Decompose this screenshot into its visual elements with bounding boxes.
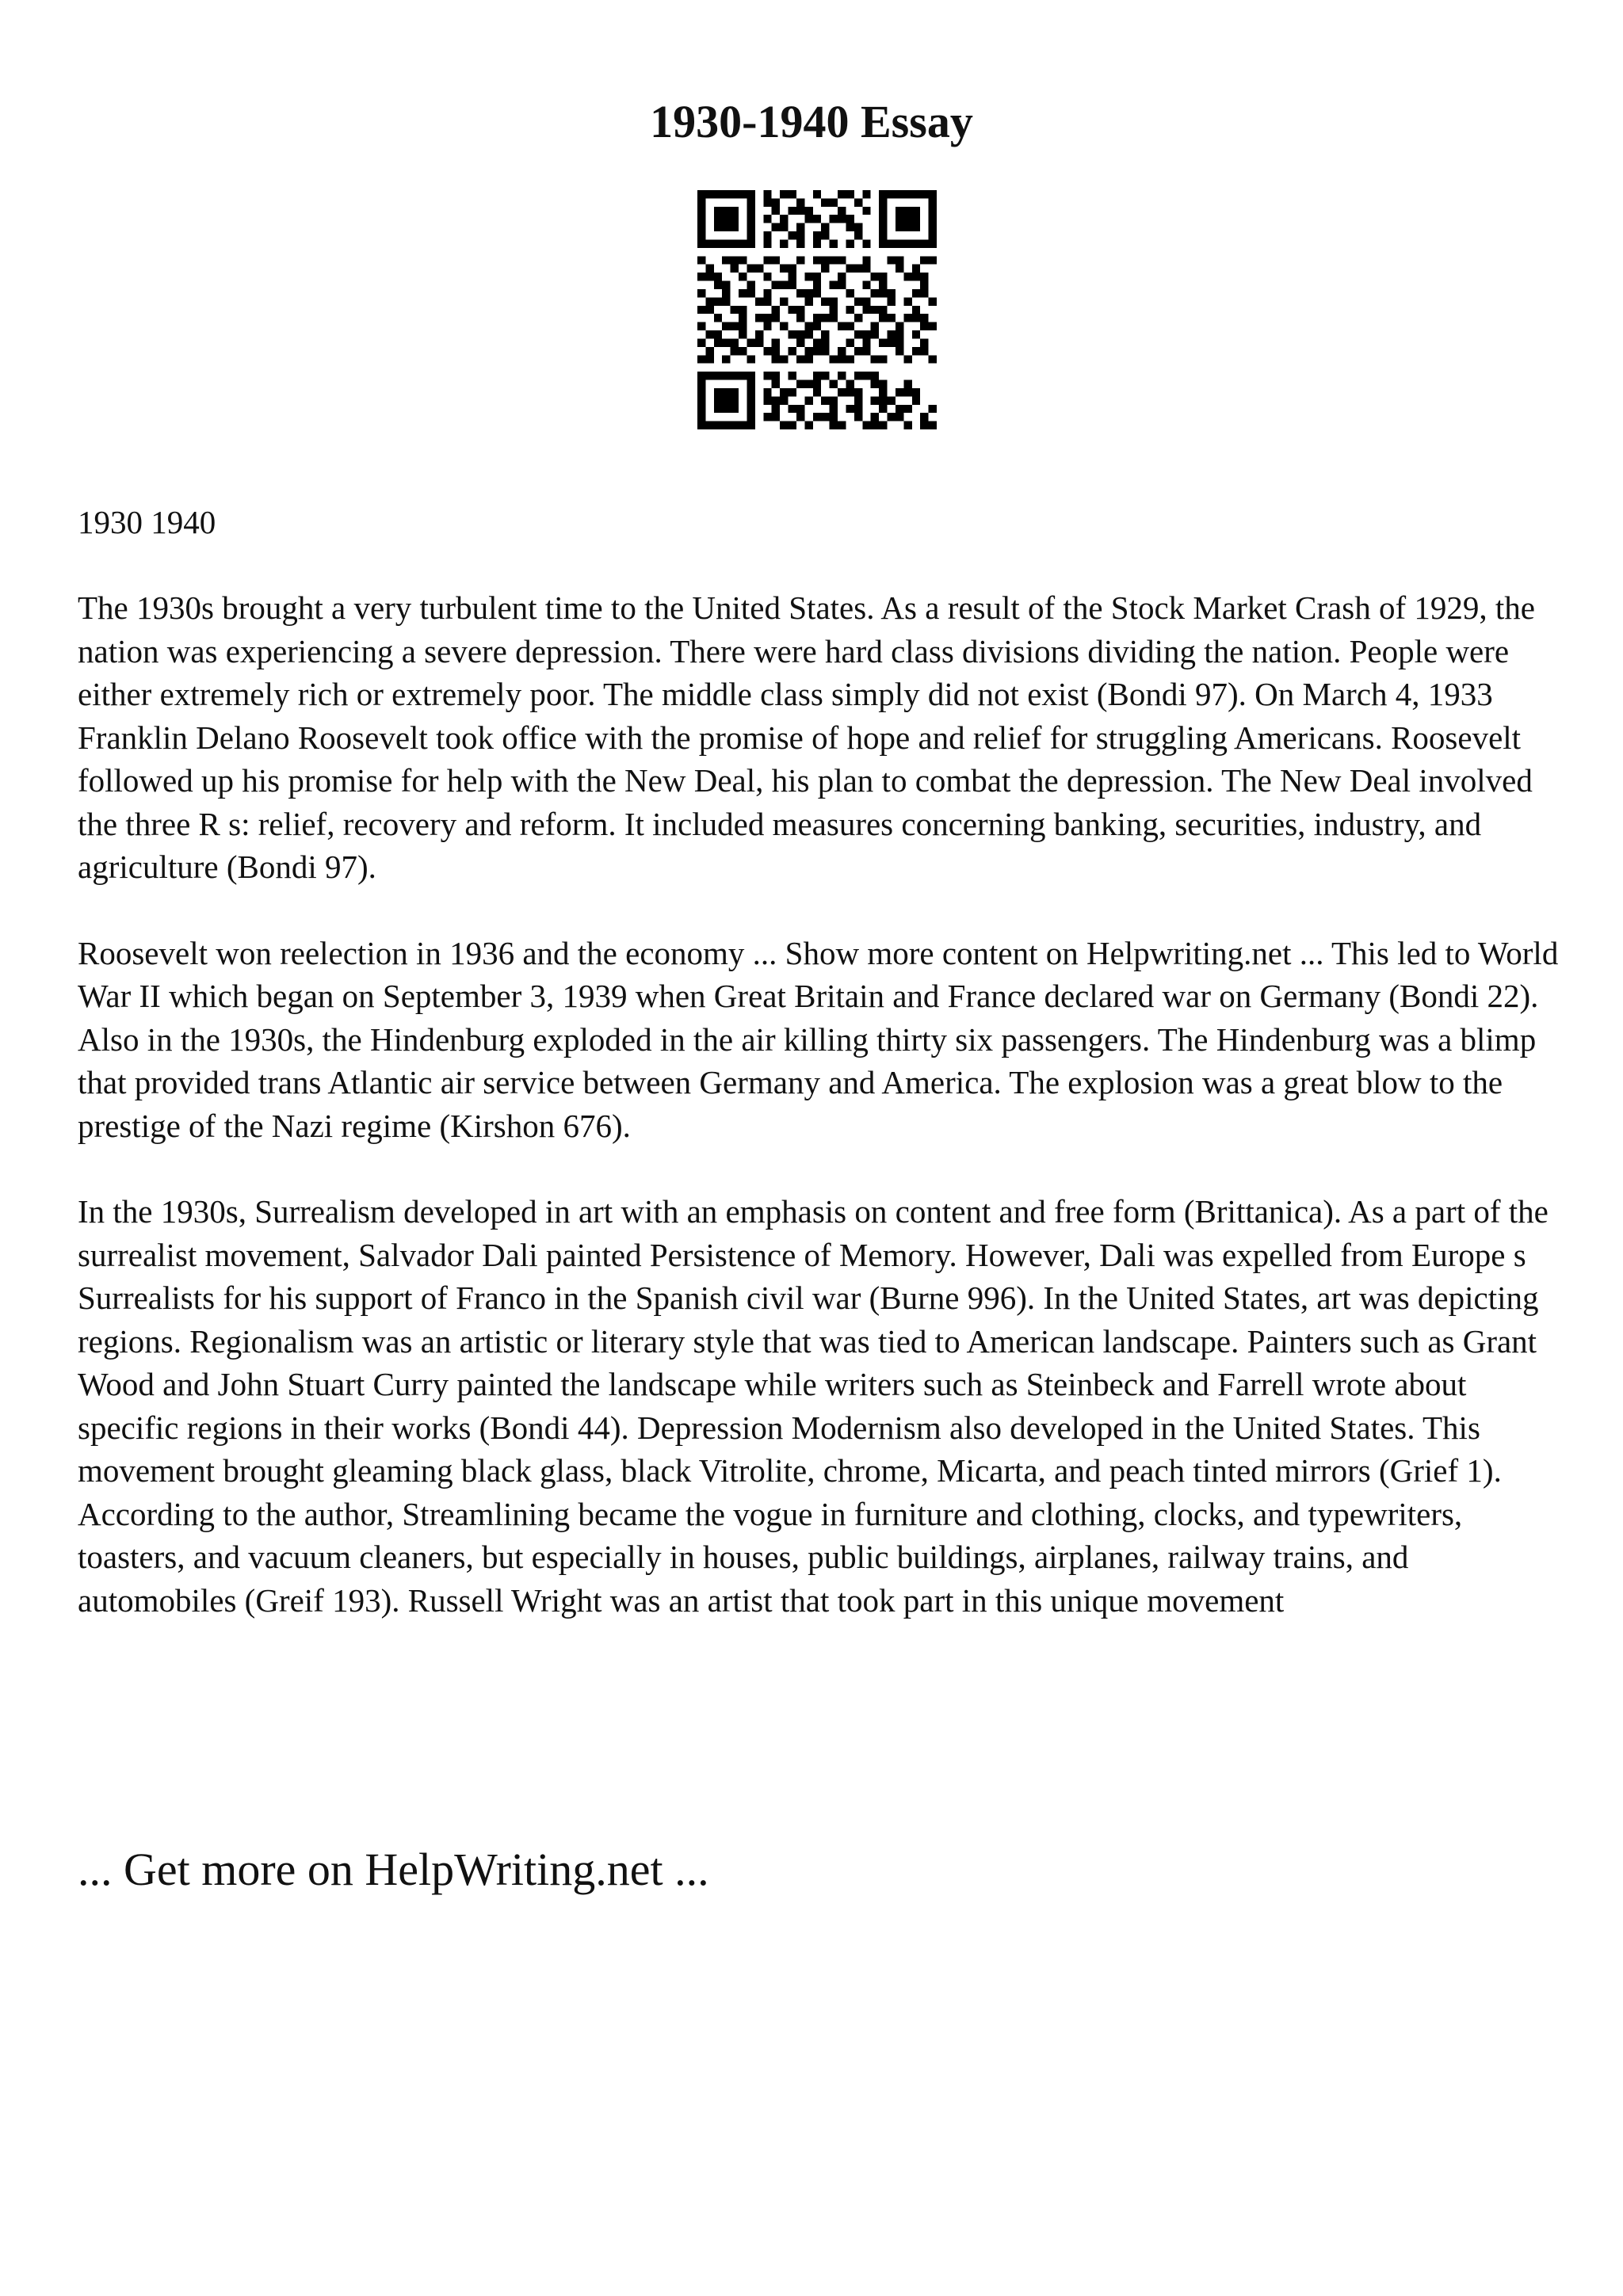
paragraph-world-war-ii: Roosevelt won reelection in 1936 and the economy ... Show more content on Helpwriting.net ... This led to World War II which began on September 3, 1939 when Great Britain and France declared war on Germany (Bondi 22). Also in the 1930s, the Hindenburg exploded in the air killing thirty six passengers. The Hindenburg was a blimp that provided trans Atlantic air service between Germany and America. The explosion was a great blow to the prestige of the Nazi regime (Kirshon 676). bbox=[78, 934, 1559, 1144]
paragraph-art-movements: In the 1930s, Surrealism developed in art with an emphasis on content and free form (Brittanica). As a part of the surrealist movement, Salvador Dali painted Persistence of Memory. However, Dali was expelled from Europe s Surrealists for his support of Franco in the Spanish civil war (Burne 996). In the United States, art was depicting regions. Regionalism was an artistic or literary style that was tied to American landscape. Painters such as Grant Wood and John Stuart Curry painted the landscape while writers such as Steinbeck and Farrell wrote about specific regions in their works (Bondi 44). Depression Modernism also developed in the United States. This movement brought gleaming black glass, black Vitrolite, chrome, Micarta, and peach tinted mirrors (Grief 1). According to the author, Streamlining became the vogue in furniture and clothing, clocks, and typewriters, toasters, and vacuum cleaners, but especially in houses, public buildings, airplanes, railway trains, and automobiles (Greif 193). Russell Wright was an artist that took part in this unique movement bbox=[78, 1193, 1549, 1619]
document-title: 1930-1940 Essay bbox=[650, 96, 973, 147]
helpwriting-link[interactable]: ... Get more on HelpWriting.net ... bbox=[78, 1844, 709, 1895]
qr-code-icon bbox=[697, 190, 937, 429]
essay-subtitle: 1930 1940 bbox=[78, 504, 216, 540]
paragraph-new-deal: The 1930s brought a very turbulent time to the United States. As a result of the Stock Market Crash of 1929, the nation was experiencing a severe depression. There were hard class divisions dividing the nation. People were either extremely rich or extremely poor. The middle class simply did not exist (Bondi 97). On March 4, 1933 Franklin Delano Roosevelt took office with the promise of hope and relief for struggling Americans. Roosevelt followed up his promise for help with the New Deal, his plan to combat the depression. The New Deal involved the three R s: relief, recovery and reform. It included measures concerning banking, securities, industry, and agriculture (Bondi 97). bbox=[78, 589, 1535, 885]
essay-body bbox=[78, 586, 1568, 1665]
